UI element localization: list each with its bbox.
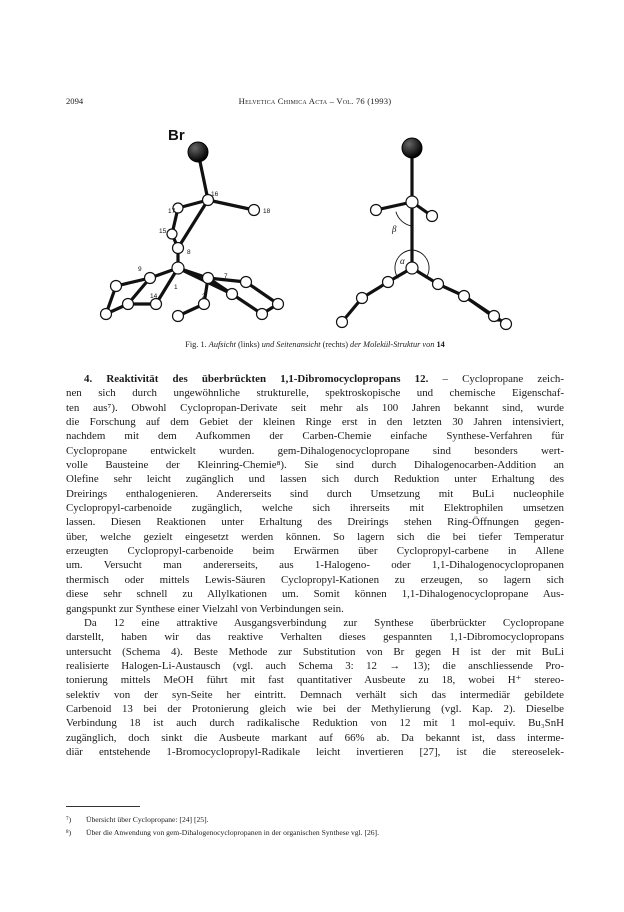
- section-first-line: [66, 372, 564, 386]
- body-line: darstellt, haben wir das reaktive Verhalten dieses gespannten 1,1-Dibromocyclopropans: [66, 631, 564, 644]
- body-line: um. Versucht man andererseits, aus 1-Halogeno- oder 1,1-Dihalogenocyclopropanen: [66, 559, 564, 572]
- body-line: erzeugten Cyclopropyl-carbenoide beim Erwärmen über Cyclopropyl-carbene in Allene: [66, 545, 564, 558]
- atom-label-14: 14: [150, 293, 158, 300]
- caption-left-view: Aufsicht: [208, 340, 236, 349]
- structure-drawing: [66, 118, 564, 338]
- running-head: [66, 96, 564, 110]
- caption-left-note: (links): [235, 340, 262, 349]
- article-body: [66, 372, 564, 759]
- caption-und: und: [261, 340, 277, 349]
- body-line: ten aus⁷). Obwohl Cyclopropan-Derivate seit mehr als 100 Jahren bekannt sind, wurde: [66, 401, 564, 414]
- page-number: 2094: [66, 96, 84, 106]
- body-line: thermisch oder mittels Lewis-Säuren Cyclopropyl-Kationen zu erzeugen, so lagern sich: [66, 573, 564, 586]
- atom-label-8: 8: [187, 249, 191, 256]
- atom-label-18: 18: [263, 208, 271, 215]
- atom-label-17: 17: [168, 208, 176, 215]
- body-line: zugänglich, doch sinkt die Ausbeute markant auf 66% ab. Da bekannt ist, dass interme-: [66, 731, 564, 744]
- angle-label-alpha: α: [400, 256, 405, 266]
- body-line: realisierte Halogen-Li-Austausch (vgl. auch Schema 3: 12 → 13); die anschliessende Pro-: [66, 659, 564, 672]
- body-line: über, welche gezielt eingesetzt werden können. So lagern sich die bei tiefer Temperatur: [66, 530, 564, 543]
- body-line: Carbenoid 13 bei der Protonierung gleich wie bei der Methylierung (vgl. Kap. 2). Dieselbe: [66, 702, 564, 715]
- atom-label-15: 15: [159, 228, 167, 235]
- body-line: volle Bausteine der Kleinring-Chemie⁸). Sie sind durch Dihalogenocarben-Addition an: [66, 459, 564, 472]
- caption-right-note: (rechts): [320, 340, 351, 349]
- body-line: selektiv von der syn-Seite her eintritt. Demnach verhält sich das intermediär gebildete: [66, 688, 564, 701]
- body-line: Dreirings enthalogenieren. Andererseits sind durch Umsetzung mit BuLi nucleophile: [66, 487, 564, 500]
- journal-title: Helvetica Chimica Acta – Vol. 76 (1993): [238, 96, 392, 106]
- section-heading: 4. Reaktivität des überbrückten 1,1-Dibromocyclopropans 12.: [84, 373, 429, 385]
- body-line: nen sich durch ungewöhnliche strukturelle, spektroskopische und chemische Eigenschaf-: [66, 387, 564, 400]
- atom-label-16: 16: [211, 191, 219, 198]
- body-line: Da 12 eine attraktive Ausgangsverbindung zur Synthese überbrückter Cyclopropane: [84, 616, 564, 629]
- body-line: Verbindung 18 ist auch durch radikalische Reduktion von 12 mit 1 mol-equiv. Bu₃SnH: [66, 717, 564, 730]
- caption-structure-phrase: der Molekül-Struktur von: [350, 340, 437, 349]
- angle-label-beta: β: [392, 224, 397, 234]
- figure-caption: [66, 340, 564, 349]
- caption-prefix: Fig. 1.: [185, 340, 209, 349]
- bromine-atom-side: [402, 138, 422, 158]
- atom-label-9: 9: [138, 266, 142, 273]
- footnote-text: Über die Anwendung von gem-Dihalogenocyclopropanen in der organischen Synthese vgl. [26].: [86, 827, 379, 837]
- body-line: untersucht (Schema 4). Beste Methode zur Substitution von Br gegen H ist der mit BuLi: [66, 645, 564, 658]
- atom-label-7: 7: [224, 273, 228, 280]
- body-line: die Forschung auf dem Gebiet der kleinen Ringe erst in den letzten 30 Jahren intensiviert,: [66, 416, 564, 429]
- footnote-mark: ⁷): [66, 815, 72, 824]
- atom-label-1: 1: [174, 284, 178, 291]
- body-line: Cyclopropane entwickelt wurden. gem-Dihalogenocyclopropane sind besonders wert-: [66, 444, 564, 457]
- caption-side-view: Seitenansicht: [276, 340, 321, 349]
- molecular-structure-figure: [66, 118, 564, 338]
- body-line: Cyclopropyl-carbenoide zugänglich, welche sich ihrerseits mit Elektrophilen umsetzen: [66, 502, 564, 515]
- body-line: lassen. Diesen Reaktionen unter Erhaltung des Dreirings stehen Ring-Öffnungen gegen-: [66, 516, 564, 529]
- side-view-structure: [337, 138, 512, 330]
- body-line: diär entstehende 1-Bromocyclopropyl-Radikale leicht invertieren [27], ist die stereoselek-: [66, 745, 564, 758]
- footnote-mark: ⁸): [66, 827, 72, 837]
- body-line: tonierung mittels MeOH führt mit fast quantitativer Ausbeute zu 18, wobei H⁺ stereo-: [66, 674, 564, 687]
- top-view-structure: [101, 142, 284, 322]
- body-line: Olefine sehr leicht zugänglich und lassen sich durch Reduktion unter Erhaltung des: [66, 473, 564, 486]
- atom-label-2: 2: [202, 293, 206, 300]
- footnote-8: [66, 827, 564, 840]
- body-line: gangspunkt zur Synthese einer Vielzahl von Verbindungen sein.: [66, 602, 344, 615]
- bromine-label: Br: [168, 127, 185, 144]
- body-line: – Cyclopropane zeich-: [428, 373, 564, 385]
- body-line: nachdem mit dem Aufkommen der Carben-Chemie einfache Synthese-Verfahren für: [66, 430, 564, 443]
- body-line: diese sehr schnell zu Allylkationen um. Somit können 1,1-Dihalogenocyclopropane Aus-: [66, 588, 564, 601]
- footnote-text: Übersicht über Cyclopropane: [24] [25].: [86, 815, 209, 824]
- bromine-atom: [188, 142, 208, 162]
- caption-compound: 14: [436, 340, 445, 349]
- footnotes: [66, 814, 564, 839]
- footnote-rule: [66, 806, 140, 807]
- footnote-7: [66, 814, 564, 827]
